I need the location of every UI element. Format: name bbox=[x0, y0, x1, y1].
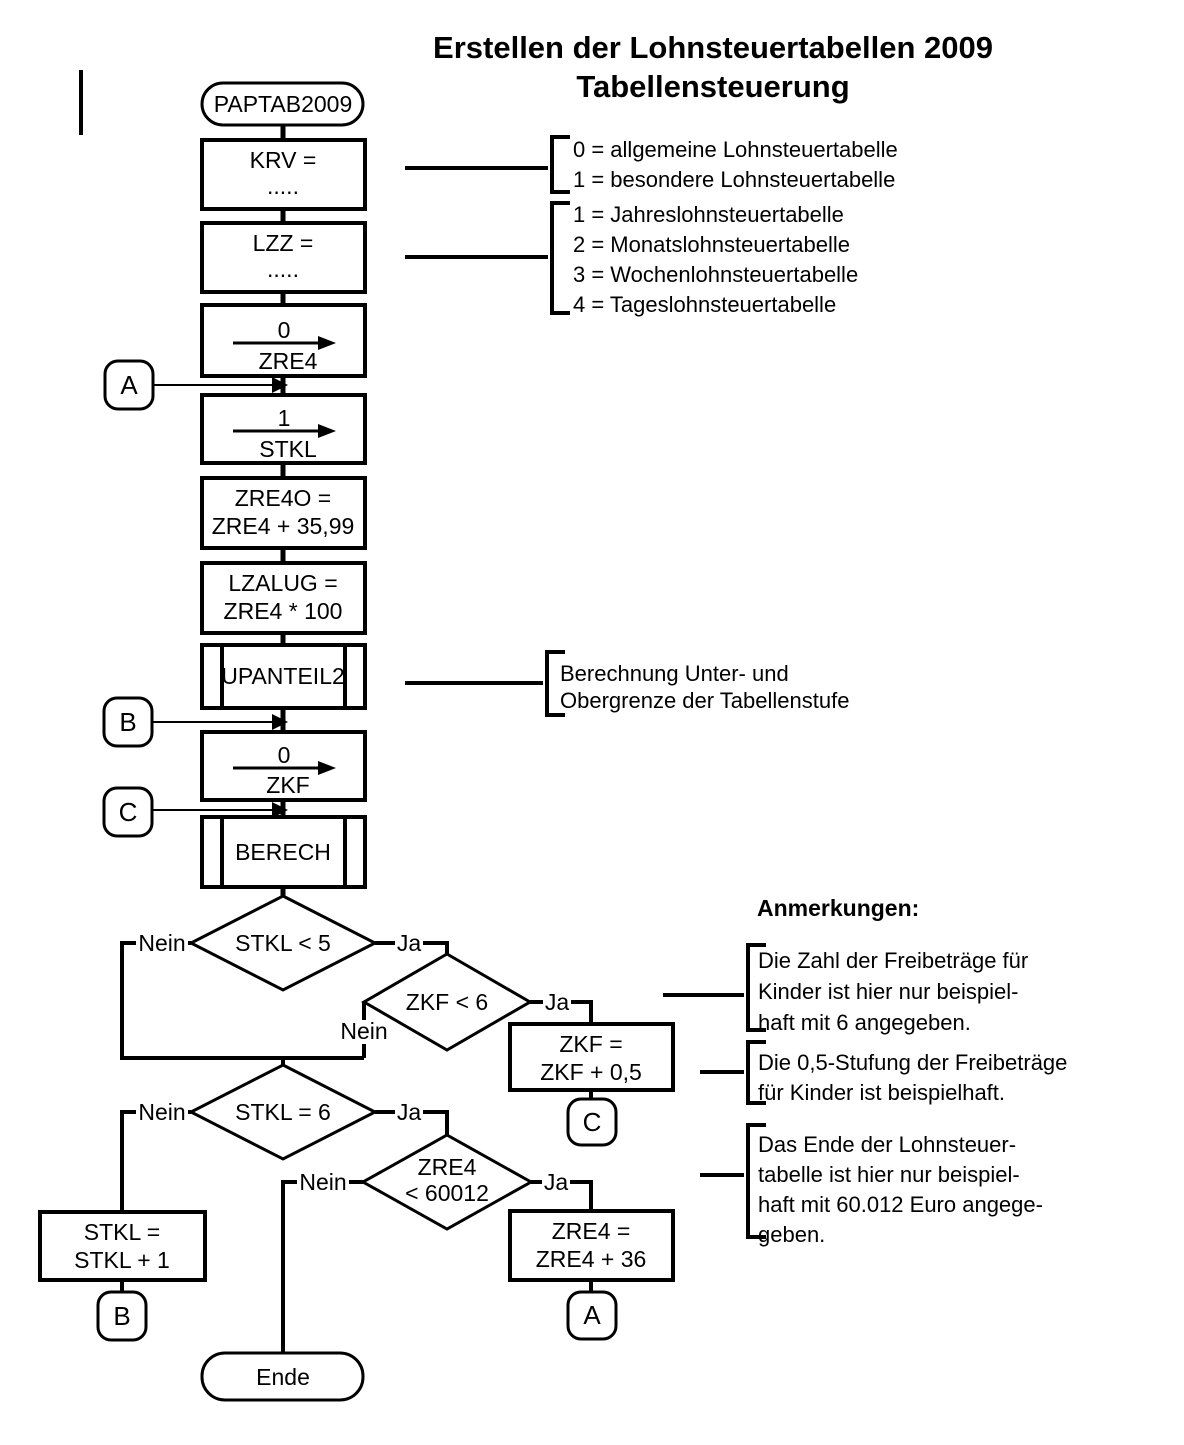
legend-krv-line2: 1 = besondere Lohnsteuertabelle bbox=[573, 167, 896, 192]
legend-upanteil2-line1: Berechnung Unter- und bbox=[560, 661, 789, 686]
zre4-init-var: ZRE4 bbox=[258, 348, 318, 374]
start-terminal-label: PAPTAB2009 bbox=[213, 91, 353, 117]
branch-label-nein: Nein bbox=[138, 930, 186, 956]
berech-label: BERECH bbox=[235, 839, 331, 865]
note3-line4: geben. bbox=[758, 1222, 826, 1247]
legend-krv-line1: 0 = allgemeine Lohnsteuertabelle bbox=[573, 137, 898, 162]
page-title-line1: Erstellen der Lohnsteuertabellen 2009 bbox=[433, 30, 993, 65]
note1-line1: Die Zahl der Freibeträge für bbox=[758, 948, 1029, 973]
end-terminal-label: Ende bbox=[256, 1364, 310, 1390]
branch-label-ja: Ja bbox=[396, 930, 422, 956]
note3-line2: tabelle ist hier nur beispiel- bbox=[758, 1162, 1020, 1187]
legend-lzz-line4: 4 = Tageslohnsteuertabelle bbox=[573, 292, 837, 317]
stkl-step-line1: STKL = bbox=[83, 1219, 161, 1245]
zkf-init-var: ZKF bbox=[266, 772, 310, 798]
branch-label-ja: Ja bbox=[544, 989, 570, 1015]
connector-b-exit-label: B bbox=[113, 1301, 131, 1331]
decision-stkl-lt5-label: STKL < 5 bbox=[235, 930, 331, 956]
branch-nein-zre4 bbox=[283, 1182, 363, 1353]
legend-lzz-line2: 2 = Monatslohnsteuertabelle bbox=[573, 232, 851, 257]
krv-box-line1: KRV = bbox=[249, 147, 317, 173]
note1-line3: haft mit 6 angegeben. bbox=[758, 1010, 971, 1035]
lzz-box-line2: ..... bbox=[267, 256, 299, 282]
legend-lzz-line3: 3 = Wochenlohnsteuertabelle bbox=[573, 262, 859, 287]
bracket bbox=[552, 137, 570, 192]
zre4o-line1: ZRE4O = bbox=[234, 485, 332, 511]
connector-c-exit-label: C bbox=[582, 1107, 602, 1137]
upanteil2-label: UPANTEIL2 bbox=[221, 663, 345, 689]
notes-heading: Anmerkungen: bbox=[757, 895, 920, 921]
decision-zre4-line2: < 60012 bbox=[405, 1180, 489, 1206]
arrowhead-b bbox=[272, 714, 288, 730]
legend-krv bbox=[552, 137, 898, 192]
legend-upanteil2 bbox=[547, 652, 849, 715]
legend-lzz bbox=[552, 202, 858, 317]
stkl-init-value: 1 bbox=[277, 405, 291, 431]
zre4-step-line1: ZRE4 = bbox=[551, 1218, 631, 1244]
branch-label-ja: Ja bbox=[396, 1099, 422, 1125]
note-2 bbox=[748, 1042, 1067, 1105]
branch-nein-stkl-eq6 bbox=[122, 1112, 191, 1212]
decision-zkf-lt6-label: ZKF < 6 bbox=[405, 989, 489, 1015]
connector-a-exit-label: A bbox=[583, 1300, 601, 1330]
connector-c-label: C bbox=[118, 797, 138, 827]
connector-b-label: B bbox=[119, 707, 137, 737]
connector-a-label: A bbox=[120, 370, 138, 400]
zre4o-line2: ZRE4 + 35,99 bbox=[211, 513, 355, 539]
decision-zre4-line1: ZRE4 bbox=[417, 1154, 477, 1180]
note3-line3: haft mit 60.012 Euro angege- bbox=[758, 1192, 1043, 1217]
zre4-init-value: 0 bbox=[277, 317, 291, 343]
bracket bbox=[552, 203, 570, 313]
stkl-init-var: STKL bbox=[259, 436, 317, 462]
branch-label-ja: Ja bbox=[543, 1169, 569, 1195]
branch-label-nein: Nein bbox=[299, 1169, 347, 1195]
legend-upanteil2-line2: Obergrenze der Tabellenstufe bbox=[560, 688, 850, 713]
note-1 bbox=[748, 945, 1028, 1035]
note2-line2: für Kinder ist beispielhaft. bbox=[758, 1080, 1006, 1105]
branch-labels bbox=[136, 930, 571, 1195]
note1-line2: Kinder ist hier nur beispiel- bbox=[758, 979, 1019, 1004]
stkl-step-line2: STKL + 1 bbox=[74, 1247, 170, 1273]
zre4-step-line2: ZRE4 + 36 bbox=[535, 1246, 647, 1272]
note-3 bbox=[748, 1125, 1043, 1247]
lzalug-line1: LZALUG = bbox=[228, 570, 338, 596]
zkf-step-line2: ZKF + 0,5 bbox=[540, 1059, 642, 1085]
legend-lzz-line1: 1 = Jahreslohnsteuertabelle bbox=[573, 202, 844, 227]
branch-label-nein: Nein bbox=[138, 1099, 186, 1125]
zkf-step-line1: ZKF = bbox=[559, 1031, 623, 1057]
krv-box-line2: ..... bbox=[267, 173, 299, 199]
note3-line1: Das Ende der Lohnsteuer- bbox=[758, 1132, 1017, 1157]
page-title-line2: Tabellensteuerung bbox=[576, 69, 850, 104]
zkf-init-value: 0 bbox=[277, 742, 291, 768]
decision-stkl-eq6-label: STKL = 6 bbox=[235, 1099, 331, 1125]
lzz-box-line1: LZZ = bbox=[252, 230, 314, 256]
arrowhead-a bbox=[272, 377, 288, 393]
note2-line1: Die 0,5-Stufung der Freibeträge bbox=[758, 1050, 1068, 1075]
lzalug-line2: ZRE4 * 100 bbox=[223, 598, 343, 624]
branch-label-nein: Nein bbox=[340, 1018, 388, 1044]
